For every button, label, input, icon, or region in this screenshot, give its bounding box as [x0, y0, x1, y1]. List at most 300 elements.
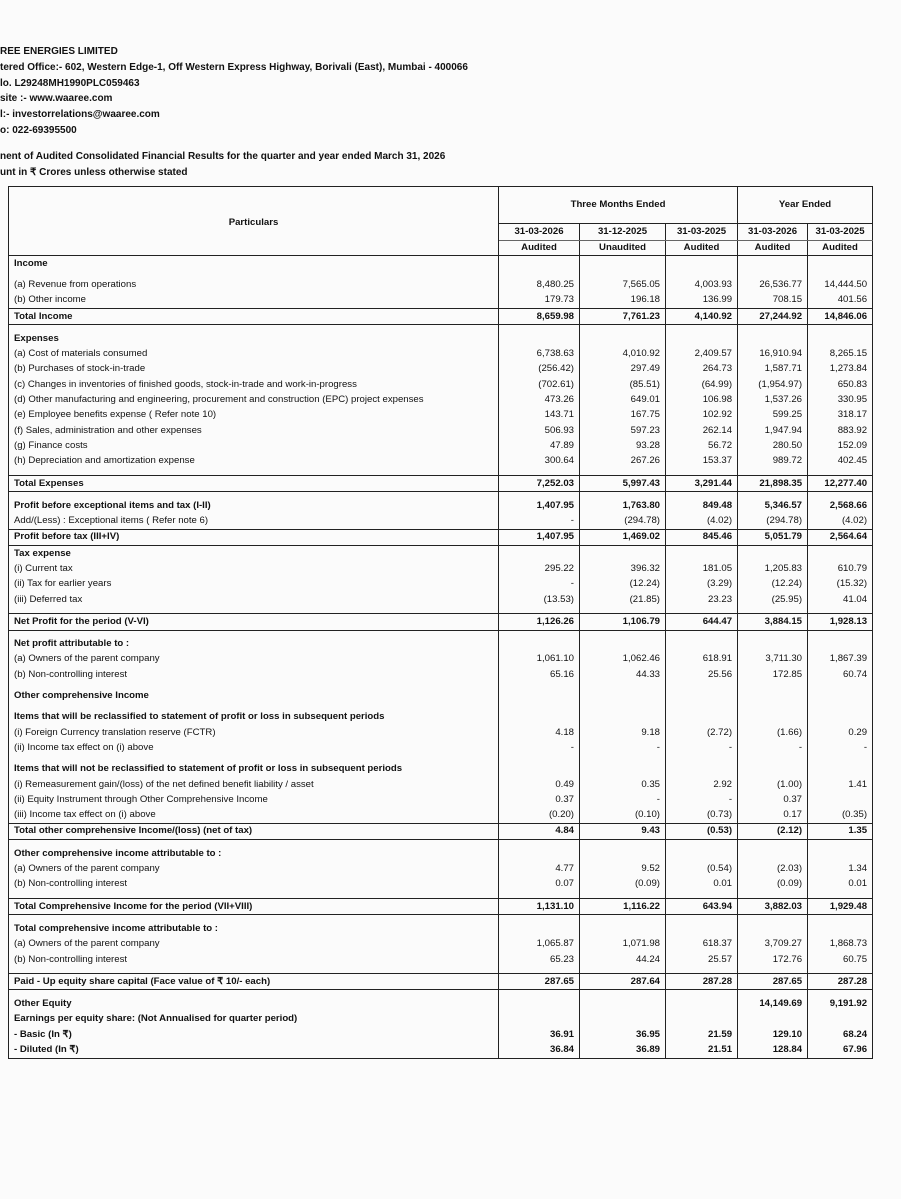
- row-label: (iii) Deferred tax: [9, 592, 499, 607]
- row-value: [808, 546, 873, 562]
- row-value: 0.01: [808, 877, 873, 892]
- table-row: [9, 777, 873, 792]
- row-value: 36.91: [499, 1027, 580, 1042]
- table-row: [9, 1012, 873, 1027]
- row-value: 883.92: [808, 423, 873, 438]
- row-value: 4.18: [499, 725, 580, 740]
- row-value: 5,051.79: [738, 529, 808, 545]
- row-value: 5,997.43: [580, 475, 666, 491]
- row-value: [580, 546, 666, 562]
- row-value: [808, 792, 873, 807]
- row-value: -: [580, 792, 666, 807]
- table-row: [9, 346, 873, 361]
- row-value: [738, 688, 808, 703]
- row-value: 0.07: [499, 877, 580, 892]
- row-label: (a) Revenue from operations: [9, 277, 499, 292]
- row-value: 264.73: [666, 362, 738, 377]
- row-value: [666, 1012, 738, 1027]
- row-value: 3,882.03: [738, 898, 808, 914]
- row-label: (h) Depreciation and amortization expense: [9, 454, 499, 469]
- row-label: Total comprehensive income attributable to :: [9, 921, 499, 936]
- row-value: -: [666, 740, 738, 755]
- row-value: [580, 921, 666, 936]
- row-value: 14,444.50: [808, 277, 873, 292]
- row-value: 5,346.57: [738, 498, 808, 513]
- row-value: [738, 846, 808, 861]
- row-value: 8,659.98: [499, 308, 580, 324]
- table-row: [9, 614, 873, 630]
- row-value: 106.98: [666, 392, 738, 407]
- row-value: 93.28: [580, 438, 666, 453]
- table-row: [9, 877, 873, 892]
- row-value: 21.59: [666, 1027, 738, 1042]
- row-value: 1,469.02: [580, 529, 666, 545]
- row-value: 1,407.95: [499, 498, 580, 513]
- row-value: [738, 921, 808, 936]
- row-label: Earnings per equity share: (Not Annualised for quarter period): [9, 1012, 499, 1027]
- table-row: [9, 898, 873, 914]
- row-value: 280.50: [738, 438, 808, 453]
- row-value: (64.99): [666, 377, 738, 392]
- row-value: 27,244.92: [738, 308, 808, 324]
- row-value: 9,191.92: [808, 996, 873, 1011]
- row-value: (1,954.97): [738, 377, 808, 392]
- company-header: [0, 44, 468, 139]
- row-value: [666, 846, 738, 861]
- row-value: [808, 637, 873, 652]
- table-row: [9, 652, 873, 667]
- row-label: (c) Changes in inventories of finished goods, stock-in-trade and work-in-progress: [9, 377, 499, 392]
- row-value: [738, 256, 808, 272]
- row-value: 136.99: [666, 293, 738, 309]
- row-value: 60.75: [808, 952, 873, 967]
- row-value: (85.51): [580, 377, 666, 392]
- column-date: 31-12-2025: [580, 224, 666, 241]
- row-value: 708.15: [738, 293, 808, 309]
- row-label: (ii) Equity Instrument through Other Comprehensive Income: [9, 792, 499, 807]
- row-value: [666, 546, 738, 562]
- row-label: (a) Owners of the parent company: [9, 937, 499, 952]
- row-value: [499, 546, 580, 562]
- row-value: [580, 762, 666, 777]
- column-date: 31-03-2025: [666, 224, 738, 241]
- row-value: 295.22: [499, 561, 580, 576]
- registered-office: tered Office:- 602, Western Edge-1, Off Western Express Highway, Borivali (East), Mumbai - 400066: [0, 61, 468, 73]
- table-row: [9, 362, 873, 377]
- row-value: [499, 637, 580, 652]
- row-label: (g) Finance costs: [9, 438, 499, 453]
- row-value: 1,062.46: [580, 652, 666, 667]
- row-value: (1.66): [738, 725, 808, 740]
- row-value: [808, 256, 873, 272]
- row-value: 401.56: [808, 293, 873, 309]
- column-status: Audited: [808, 241, 873, 256]
- row-value: 4,010.92: [580, 346, 666, 361]
- table-row: [9, 808, 873, 824]
- row-value: (3.29): [666, 577, 738, 592]
- row-value: 1.41: [808, 777, 873, 792]
- row-label: Total other comprehensive Income/(loss) (net of tax): [9, 823, 499, 839]
- column-status: Unaudited: [580, 241, 666, 256]
- company-name: REE ENERGIES LIMITED: [0, 46, 118, 57]
- row-value: 9.43: [580, 823, 666, 839]
- row-value: 56.72: [666, 438, 738, 453]
- row-value: 2.92: [666, 777, 738, 792]
- row-value: [580, 256, 666, 272]
- row-value: [738, 1012, 808, 1027]
- row-label: Items that will be reclassified to statement of profit or loss in subsequent periods: [9, 710, 499, 725]
- row-value: 1,537.26: [738, 392, 808, 407]
- row-value: 473.26: [499, 392, 580, 407]
- row-value: 102.92: [666, 408, 738, 423]
- row-label: (i) Remeasurement gain/(loss) of the net defined benefit liability / asset: [9, 777, 499, 792]
- header-row-groups: [9, 187, 873, 224]
- table-row: [9, 293, 873, 309]
- row-value: [580, 996, 666, 1011]
- row-value: [808, 1012, 873, 1027]
- table-row: [9, 331, 873, 346]
- row-value: 287.65: [738, 974, 808, 990]
- row-value: 21.51: [666, 1042, 738, 1058]
- table-row: [9, 546, 873, 562]
- row-value: 65.16: [499, 667, 580, 682]
- row-value: [499, 331, 580, 346]
- row-value: 1,273.84: [808, 362, 873, 377]
- row-value: 287.64: [580, 974, 666, 990]
- row-value: 849.48: [666, 498, 738, 513]
- row-value: [580, 637, 666, 652]
- row-value: [499, 846, 580, 861]
- row-label: (b) Non-controlling interest: [9, 667, 499, 682]
- row-value: (4.02): [808, 513, 873, 529]
- row-value: 152.09: [808, 438, 873, 453]
- row-value: 4.84: [499, 823, 580, 839]
- row-value: (0.20): [499, 808, 580, 824]
- row-value: 650.83: [808, 377, 873, 392]
- row-value: 300.64: [499, 454, 580, 469]
- table-row: [9, 937, 873, 952]
- row-label: - Diluted (In ₹): [9, 1042, 499, 1058]
- row-value: 2,568.66: [808, 498, 873, 513]
- row-value: 318.17: [808, 408, 873, 423]
- row-value: [499, 1012, 580, 1027]
- row-value: 4,140.92: [666, 308, 738, 324]
- row-label: (ii) Tax for earlier years: [9, 577, 499, 592]
- row-value: (294.78): [580, 513, 666, 529]
- row-value: 6,738.63: [499, 346, 580, 361]
- row-value: 4,003.93: [666, 277, 738, 292]
- column-status: Audited: [666, 241, 738, 256]
- row-value: (0.10): [580, 808, 666, 824]
- row-value: [738, 637, 808, 652]
- row-value: [499, 921, 580, 936]
- column-date: 31-03-2026: [499, 224, 580, 241]
- table-row: [9, 637, 873, 652]
- row-value: 1.35: [808, 823, 873, 839]
- row-value: 643.94: [666, 898, 738, 914]
- row-value: 989.72: [738, 454, 808, 469]
- row-label: Income: [9, 256, 499, 272]
- row-value: 25.57: [666, 952, 738, 967]
- row-value: 0.37: [738, 792, 808, 807]
- three-months-header: Three Months Ended: [499, 187, 738, 224]
- row-value: 12,277.40: [808, 475, 873, 491]
- row-value: (0.35): [808, 808, 873, 824]
- row-value: 599.25: [738, 408, 808, 423]
- row-value: 47.89: [499, 438, 580, 453]
- row-value: [499, 256, 580, 272]
- cin-number: lo. L29248MH1990PLC059463: [0, 77, 140, 89]
- column-status: Audited: [499, 241, 580, 256]
- row-label: (ii) Income tax effect on (i) above: [9, 740, 499, 755]
- row-value: 287.65: [499, 974, 580, 990]
- website: site :- www.waaree.com: [0, 93, 113, 105]
- row-value: 4.77: [499, 861, 580, 876]
- row-value: 26,536.77: [738, 277, 808, 292]
- row-value: 1,106.79: [580, 614, 666, 630]
- row-value: [666, 256, 738, 272]
- statement-title: nent of Audited Consolidated Financial Results for the quarter and year ended March 31, 2026: [0, 151, 446, 162]
- row-value: 3,291.44: [666, 475, 738, 491]
- row-value: [738, 762, 808, 777]
- row-value: [499, 710, 580, 725]
- row-value: (1.00): [738, 777, 808, 792]
- table-row: [9, 688, 873, 703]
- column-date: 31-03-2025: [808, 224, 873, 241]
- row-value: 128.84: [738, 1042, 808, 1058]
- row-label: (b) Purchases of stock-in-trade: [9, 362, 499, 377]
- row-value: -: [499, 513, 580, 529]
- row-label: Net Profit for the period (V-VI): [9, 614, 499, 630]
- table-row: [9, 277, 873, 292]
- table-row: [9, 861, 873, 876]
- table-row: [9, 392, 873, 407]
- row-label: Add/(Less) : Exceptional items ( Refer note 6): [9, 513, 499, 529]
- row-value: [580, 688, 666, 703]
- row-value: 36.95: [580, 1027, 666, 1042]
- row-value: 610.79: [808, 561, 873, 576]
- table-row: [9, 256, 873, 272]
- row-value: [738, 710, 808, 725]
- row-value: (294.78): [738, 513, 808, 529]
- row-value: 1,763.80: [580, 498, 666, 513]
- row-value: [666, 331, 738, 346]
- table-row: [9, 846, 873, 861]
- table-row: [9, 408, 873, 423]
- row-value: (25.95): [738, 592, 808, 607]
- table-row: [9, 996, 873, 1011]
- row-value: [580, 331, 666, 346]
- row-value: (0.09): [738, 877, 808, 892]
- row-value: (2.12): [738, 823, 808, 839]
- table-row: [9, 952, 873, 967]
- table-row: [9, 1042, 873, 1058]
- table-row: [9, 592, 873, 607]
- table-row: [9, 1027, 873, 1042]
- row-label: Total Expenses: [9, 475, 499, 491]
- row-value: 1,929.48: [808, 898, 873, 914]
- row-value: [666, 637, 738, 652]
- row-value: 14,846.06: [808, 308, 873, 324]
- row-value: (0.54): [666, 861, 738, 876]
- row-value: [808, 762, 873, 777]
- row-label: (d) Other manufacturing and engineering, procurement and construction (EPC) project expenses: [9, 392, 499, 407]
- row-value: -: [580, 740, 666, 755]
- table-row: [9, 823, 873, 839]
- table-row: [9, 438, 873, 453]
- row-value: 0.37: [499, 792, 580, 807]
- row-label: Other Equity: [9, 996, 499, 1011]
- row-label: (a) Cost of materials consumed: [9, 346, 499, 361]
- row-value: (15.32): [808, 577, 873, 592]
- row-value: [666, 996, 738, 1011]
- row-value: (12.24): [580, 577, 666, 592]
- table-row: [9, 513, 873, 529]
- row-value: -: [499, 577, 580, 592]
- row-value: 618.91: [666, 652, 738, 667]
- row-value: 1,867.39: [808, 652, 873, 667]
- row-value: 181.05: [666, 561, 738, 576]
- row-value: 129.10: [738, 1027, 808, 1042]
- row-value: 1,131.10: [499, 898, 580, 914]
- row-value: (2.03): [738, 861, 808, 876]
- row-value: 68.24: [808, 1027, 873, 1042]
- row-value: 1,126.26: [499, 614, 580, 630]
- row-value: 23.23: [666, 592, 738, 607]
- row-value: 65.23: [499, 952, 580, 967]
- row-value: 9.18: [580, 725, 666, 740]
- row-value: 44.24: [580, 952, 666, 967]
- row-value: 267.26: [580, 454, 666, 469]
- row-label: (a) Owners of the parent company: [9, 861, 499, 876]
- row-value: 262.14: [666, 423, 738, 438]
- row-value: (0.73): [666, 808, 738, 824]
- row-value: 287.28: [808, 974, 873, 990]
- row-label: Tax expense: [9, 546, 499, 562]
- row-value: 44.33: [580, 667, 666, 682]
- row-value: 0.35: [580, 777, 666, 792]
- row-value: 0.17: [738, 808, 808, 824]
- row-value: 506.93: [499, 423, 580, 438]
- row-value: 1,061.10: [499, 652, 580, 667]
- row-value: [499, 688, 580, 703]
- row-label: (b) Non-controlling interest: [9, 877, 499, 892]
- row-value: [738, 331, 808, 346]
- table-row: [9, 377, 873, 392]
- row-value: 143.71: [499, 408, 580, 423]
- row-value: (256.42): [499, 362, 580, 377]
- row-value: 644.47: [666, 614, 738, 630]
- row-value: 2,564.64: [808, 529, 873, 545]
- row-value: -: [808, 740, 873, 755]
- row-value: 3,884.15: [738, 614, 808, 630]
- row-label: Other comprehensive income attributable to :: [9, 846, 499, 861]
- row-value: 1,205.83: [738, 561, 808, 576]
- row-value: 330.95: [808, 392, 873, 407]
- row-value: [666, 921, 738, 936]
- row-value: (4.02): [666, 513, 738, 529]
- row-value: 14,149.69: [738, 996, 808, 1011]
- row-value: (21.85): [580, 592, 666, 607]
- row-value: 297.49: [580, 362, 666, 377]
- row-value: [808, 710, 873, 725]
- row-label: (b) Other income: [9, 293, 499, 309]
- row-value: 2,409.57: [666, 346, 738, 361]
- table-row: [9, 921, 873, 936]
- row-value: 36.89: [580, 1042, 666, 1058]
- row-value: 8,480.25: [499, 277, 580, 292]
- row-value: 1,587.71: [738, 362, 808, 377]
- row-value: 16,910.94: [738, 346, 808, 361]
- row-value: [808, 846, 873, 861]
- row-value: 179.73: [499, 293, 580, 309]
- table-row: [9, 454, 873, 469]
- row-value: [666, 710, 738, 725]
- row-value: 9.52: [580, 861, 666, 876]
- row-value: [499, 762, 580, 777]
- table-row: [9, 667, 873, 682]
- row-value: 172.76: [738, 952, 808, 967]
- row-label: (i) Foreign Currency translation reserve (FCTR): [9, 725, 499, 740]
- email: l:- investorrelations@waaree.com: [0, 109, 160, 121]
- row-value: 1,947.94: [738, 423, 808, 438]
- row-value: (702.61): [499, 377, 580, 392]
- row-value: 153.37: [666, 454, 738, 469]
- table-row: [9, 475, 873, 491]
- row-value: 1,116.22: [580, 898, 666, 914]
- row-value: -: [499, 740, 580, 755]
- column-status: Audited: [738, 241, 808, 256]
- row-value: (0.53): [666, 823, 738, 839]
- phone: o: 022-69395500: [0, 124, 77, 136]
- row-value: 1,407.95: [499, 529, 580, 545]
- table-body: [9, 256, 873, 1059]
- row-value: 41.04: [808, 592, 873, 607]
- row-value: [808, 921, 873, 936]
- row-value: [499, 996, 580, 1011]
- table-row: [9, 423, 873, 438]
- row-value: 21,898.35: [738, 475, 808, 491]
- row-value: [808, 688, 873, 703]
- table-row: [9, 529, 873, 545]
- table-row: [9, 762, 873, 777]
- row-value: 597.23: [580, 423, 666, 438]
- row-value: 1,071.98: [580, 937, 666, 952]
- financial-results-table: [8, 186, 873, 1059]
- row-value: 845.46: [666, 529, 738, 545]
- row-value: 8,265.15: [808, 346, 873, 361]
- row-label: Net profit attributable to :: [9, 637, 499, 652]
- unit-note: unt in ₹ Crores unless otherwise stated: [0, 166, 188, 178]
- row-value: 172.85: [738, 667, 808, 682]
- row-label: (a) Owners of the parent company: [9, 652, 499, 667]
- table-row: [9, 561, 873, 576]
- row-label: Profit before tax (III+IV): [9, 529, 499, 545]
- row-value: 25.56: [666, 667, 738, 682]
- row-value: 1,928.13: [808, 614, 873, 630]
- row-value: 196.18: [580, 293, 666, 309]
- row-value: 67.96: [808, 1042, 873, 1058]
- row-label: (b) Non-controlling interest: [9, 952, 499, 967]
- row-label: Paid - Up equity share capital (Face value of ₹ 10/- each): [9, 974, 499, 990]
- row-value: [666, 688, 738, 703]
- row-value: [808, 331, 873, 346]
- row-value: 7,565.05: [580, 277, 666, 292]
- table-row: [9, 577, 873, 592]
- row-value: [666, 762, 738, 777]
- table-row: [9, 498, 873, 513]
- row-value: 3,711.30: [738, 652, 808, 667]
